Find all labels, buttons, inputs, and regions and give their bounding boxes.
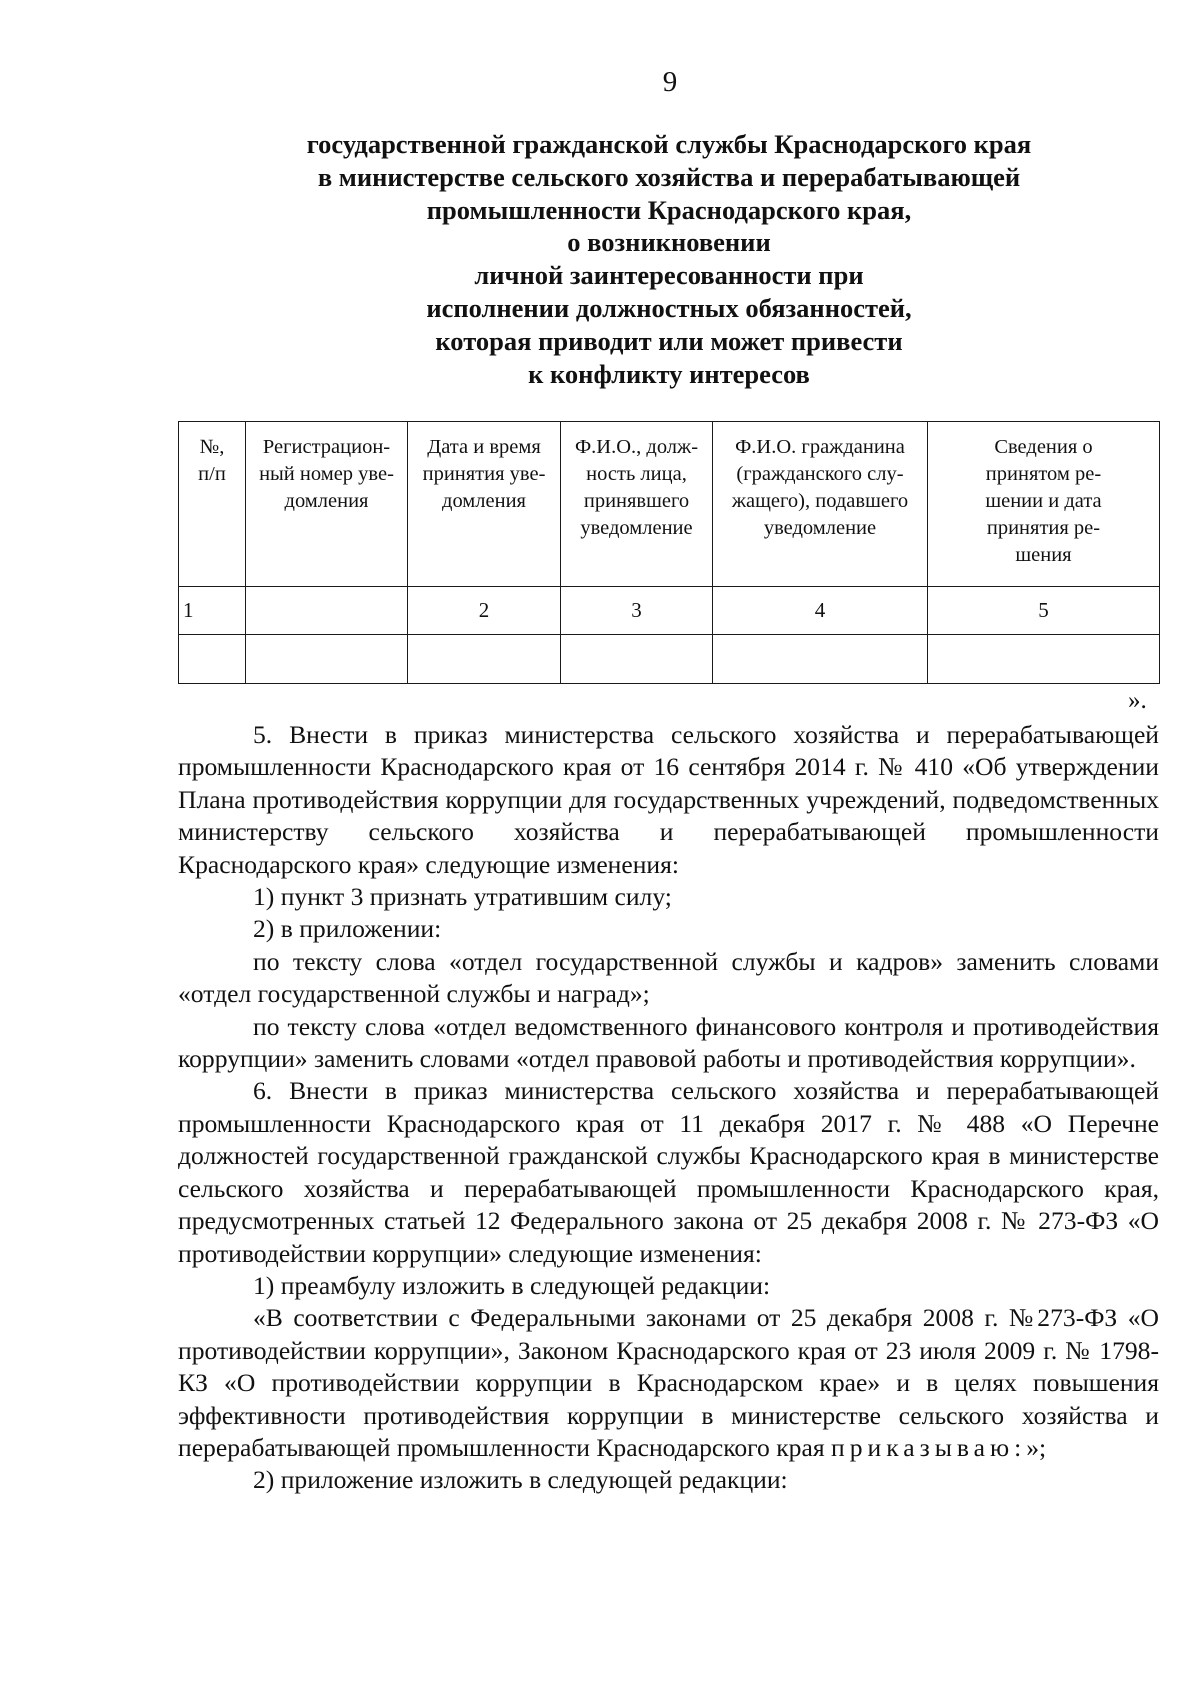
closing-quote: ». [1128,687,1147,714]
heading [180,128,1158,390]
header-cell-submitter: Ф.И.О. гражданина (гражданского слу- жащего), подавшего уведомление [713,422,928,587]
header-cell-decision: Сведения о принятом ре- шении и дата принятия ре- шения [928,422,1160,587]
table-cell [246,587,408,635]
paragraph-6-item-1: 1) преамбулу изложить в следующей редакции: [253,1270,771,1300]
document-body [178,719,1159,1497]
table-cell [246,635,408,684]
paragraph-5-item-2-a: по тексту слова «отдел государственной службы и кадров» заменить словами «отдел государственной службы и наград»; [178,946,1159,1009]
table-cell: 4 [713,587,928,635]
heading-line: личной заинтересованности при [474,260,864,291]
heading-line: государственной гражданской службы Краснодарского края [306,129,1032,159]
paragraph-5-item-1: 1) пункт 3 признать утратившим силу; [253,882,672,912]
heading-line: исполнении должностных обязанностей, [426,292,912,323]
table-cell [713,635,928,684]
table-empty-row [179,635,1160,684]
table-cell: 3 [561,587,713,635]
registration-table [178,421,1160,684]
table-cell [408,635,561,684]
table-cell: 1 [179,587,246,635]
table-number-row [179,587,1160,635]
paragraph-5: 5. Внести в приказ министерства сельского хозяйства и перерабатывающей промышленности Краснодарского края от 16 сентября 2014 г. № 410 «Об утверждении Плана противодействия коррупции для государственных учреждений, подведомственных министерству сельского хозяйства и перерабатывающей промышленности Краснодарского края» следующие изменения: [178,720,1159,879]
paragraph-6-item-1-quote [178,1302,1159,1464]
header-cell-date-time: Дата и время принятия уве- домления [408,422,561,587]
quote-text: «В соответствии с Федеральными законами от 25 декабря 2008 г. №273-ФЗ «О противодействии коррупции», Законом Краснодарского края от 23 июля 2009 г. № 1798-КЗ «О противодействии коррупции в Краснодарском крае» и в целях повышения эффективности противодействия коррупции в министерстве сельского хозяйства и перерабатывающей промышленности Краснодарского края [178,1303,1159,1462]
paragraph-5-item-2-b: по тексту слова «отдел ведомственного финансового контроля и противодействия коррупции» заменить словами «отдел правовой работы и противодействия коррупции». [178,1011,1159,1074]
heading-line: к конфликту интересов [528,358,810,389]
heading-line: о возникновении [567,227,771,258]
header-cell-registration-number: Регистрацион- ный номер уве- домления [246,422,408,587]
paragraph-5-item-2: 2) в приложении: [253,914,442,944]
table-cell [928,635,1160,684]
page-number: 9 [662,66,678,98]
table-cell: 5 [928,587,1160,635]
table-cell [179,635,246,684]
header-cell-receiver: Ф.И.О., долж- ность лица, принявшего уведомление [561,422,713,587]
heading-line: промышленности Краснодарского края, [426,194,912,225]
heading-line: которая приводит или может привести [435,325,903,356]
quote-spaced-word: приказываю: [831,1432,1027,1462]
header-cell-number: №, п/п [179,422,246,587]
paragraph-6-item-2: 2) приложение изложить в следующей редакции: [253,1465,788,1495]
heading-line: в министерстве сельского хозяйства и перерабатывающей [317,161,1021,192]
quote-end: »; [1026,1432,1047,1462]
table-header-row [179,422,1160,587]
table-cell [561,635,713,684]
table-cell: 2 [408,587,561,635]
paragraph-6: 6. Внести в приказ министерства сельского хозяйства и перерабатывающей промышленности Краснодарского края от 11 декабря 2017 г. № 488 «О Перечне должностей государственной гражданской службы Краснодарского края в министерстве сельского хозяйства и перерабатывающей промышленности Краснодарского края, предусмотренных статьей 12 Федерального закона от 25 декабря 2008 г. № 273-ФЗ «О противодействии коррупции» следующие изменения: [178,1076,1159,1268]
